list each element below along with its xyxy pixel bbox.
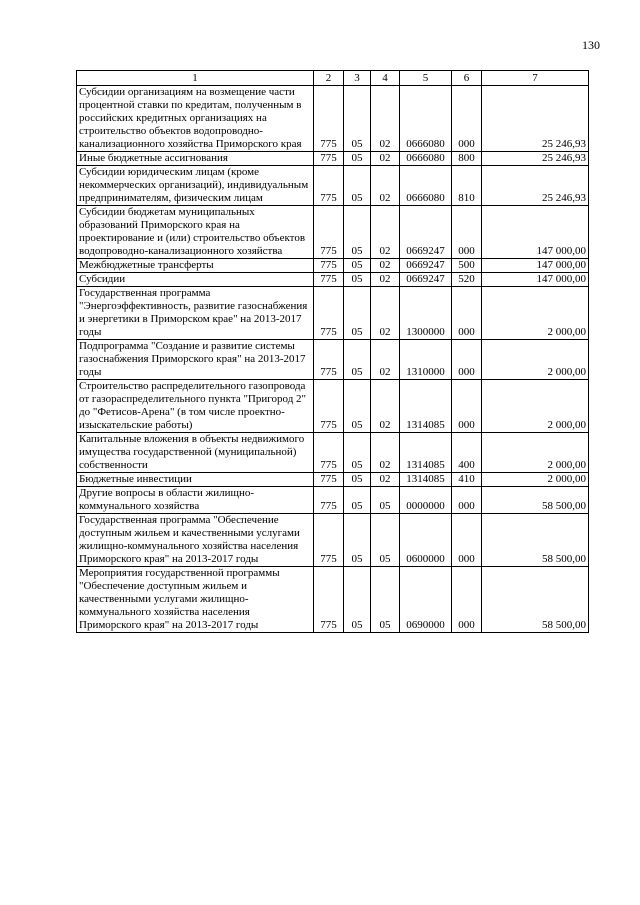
row-name: Капитальные вложения в объекты недвижимого имущества государственной (муниципальной) собственности xyxy=(77,433,314,473)
column-header: 4 xyxy=(371,71,400,86)
code-admin: 775 xyxy=(314,152,344,166)
table-row xyxy=(77,206,589,259)
code-subsection: 05 xyxy=(371,567,400,633)
table-row xyxy=(77,273,589,287)
column-header: 3 xyxy=(344,71,371,86)
column-header: 7 xyxy=(482,71,589,86)
code-expense-type: 000 xyxy=(452,206,482,259)
code-expense-type: 000 xyxy=(452,514,482,567)
row-amount: 25 246,93 xyxy=(482,166,589,206)
code-section: 05 xyxy=(344,473,371,487)
code-admin: 775 xyxy=(314,433,344,473)
code-expense-type: 810 xyxy=(452,166,482,206)
row-amount: 147 000,00 xyxy=(482,273,589,287)
code-target: 0690000 xyxy=(400,567,452,633)
code-target: 1300000 xyxy=(400,287,452,340)
code-subsection: 02 xyxy=(371,287,400,340)
row-amount: 2 000,00 xyxy=(482,473,589,487)
code-section: 05 xyxy=(344,340,371,380)
code-target: 0600000 xyxy=(400,514,452,567)
code-admin: 775 xyxy=(314,514,344,567)
table-row xyxy=(77,473,589,487)
table-row xyxy=(77,380,589,433)
row-name: Иные бюджетные ассигнования xyxy=(77,152,314,166)
code-expense-type: 000 xyxy=(452,380,482,433)
row-name: Межбюджетные трансферты xyxy=(77,259,314,273)
row-name: Бюджетные инвестиции xyxy=(77,473,314,487)
row-name: Строительство распределительного газопровода от газораспределительного пункта "Пригород 2" до "Фетисов-Арена" (в том числе проектно-изыскательские работы) xyxy=(77,380,314,433)
table-row xyxy=(77,152,589,166)
budget-table xyxy=(76,70,589,633)
header-row xyxy=(77,71,589,86)
code-subsection: 02 xyxy=(371,473,400,487)
code-admin: 775 xyxy=(314,380,344,433)
row-amount: 2 000,00 xyxy=(482,340,589,380)
code-section: 05 xyxy=(344,514,371,567)
code-subsection: 02 xyxy=(371,259,400,273)
row-name: Мероприятия государственной программы "Обеспечение доступным жильем и качественными услугами жилищно-коммунального хозяйства населения Приморского края" на 2013-2017 годы xyxy=(77,567,314,633)
code-subsection: 02 xyxy=(371,206,400,259)
code-expense-type: 500 xyxy=(452,259,482,273)
code-section: 05 xyxy=(344,152,371,166)
table-row xyxy=(77,166,589,206)
column-header: 5 xyxy=(400,71,452,86)
code-target: 1314085 xyxy=(400,380,452,433)
code-expense-type: 000 xyxy=(452,86,482,152)
code-section: 05 xyxy=(344,206,371,259)
code-admin: 775 xyxy=(314,487,344,514)
row-amount: 147 000,00 xyxy=(482,259,589,273)
table-row xyxy=(77,433,589,473)
code-subsection: 02 xyxy=(371,380,400,433)
code-section: 05 xyxy=(344,487,371,514)
code-subsection: 05 xyxy=(371,487,400,514)
table-row xyxy=(77,487,589,514)
code-subsection: 05 xyxy=(371,514,400,567)
code-expense-type: 800 xyxy=(452,152,482,166)
table-body xyxy=(77,86,589,633)
code-admin: 775 xyxy=(314,166,344,206)
table-row xyxy=(77,86,589,152)
row-amount: 25 246,93 xyxy=(482,86,589,152)
code-expense-type: 000 xyxy=(452,487,482,514)
code-target: 0666080 xyxy=(400,86,452,152)
code-expense-type: 520 xyxy=(452,273,482,287)
row-amount: 2 000,00 xyxy=(482,287,589,340)
code-admin: 775 xyxy=(314,340,344,380)
row-name: Государственная программа "Обеспечение доступным жильем и качественными услугами жилищно-коммунального хозяйства населения Приморского края" на 2013-2017 годы xyxy=(77,514,314,567)
code-admin: 775 xyxy=(314,206,344,259)
code-target: 0669247 xyxy=(400,259,452,273)
code-target: 0666080 xyxy=(400,166,452,206)
table-row xyxy=(77,340,589,380)
column-header: 1 xyxy=(77,71,314,86)
row-name: Государственная программа "Энергоэффективность, развитие газоснабжения и энергетики в Приморском крае" на 2013-2017 годы xyxy=(77,287,314,340)
code-target: 0669247 xyxy=(400,273,452,287)
code-target: 0666080 xyxy=(400,152,452,166)
code-target: 1314085 xyxy=(400,473,452,487)
code-subsection: 02 xyxy=(371,152,400,166)
column-header: 6 xyxy=(452,71,482,86)
code-target: 1310000 xyxy=(400,340,452,380)
row-name: Другие вопросы в области жилищно-коммунального хозяйства xyxy=(77,487,314,514)
code-target: 1314085 xyxy=(400,433,452,473)
code-section: 05 xyxy=(344,433,371,473)
row-amount: 147 000,00 xyxy=(482,206,589,259)
code-subsection: 02 xyxy=(371,86,400,152)
table-row xyxy=(77,259,589,273)
code-admin: 775 xyxy=(314,259,344,273)
code-expense-type: 000 xyxy=(452,340,482,380)
code-section: 05 xyxy=(344,567,371,633)
code-subsection: 02 xyxy=(371,340,400,380)
code-admin: 775 xyxy=(314,273,344,287)
code-subsection: 02 xyxy=(371,273,400,287)
code-target: 0669247 xyxy=(400,206,452,259)
row-amount: 2 000,00 xyxy=(482,380,589,433)
table-row xyxy=(77,567,589,633)
code-section: 05 xyxy=(344,259,371,273)
page-number: 130 xyxy=(582,38,600,52)
code-admin: 775 xyxy=(314,287,344,340)
row-amount: 58 500,00 xyxy=(482,487,589,514)
table-row xyxy=(77,287,589,340)
code-expense-type: 400 xyxy=(452,433,482,473)
code-admin: 775 xyxy=(314,473,344,487)
code-subsection: 02 xyxy=(371,166,400,206)
code-section: 05 xyxy=(344,166,371,206)
code-section: 05 xyxy=(344,86,371,152)
code-expense-type: 410 xyxy=(452,473,482,487)
row-amount: 58 500,00 xyxy=(482,567,589,633)
row-name: Субсидии бюджетам муниципальных образований Приморского края на проектирование и (или) строительство объектов водопроводно-канализационного хозяйства xyxy=(77,206,314,259)
column-header: 2 xyxy=(314,71,344,86)
table-row xyxy=(77,514,589,567)
row-name: Субсидии организациям на возмещение части процентной ставки по кредитам, полученным в российских кредитных организациях на строительство объектов водопроводно-канализационного хозяйства Приморского края xyxy=(77,86,314,152)
code-section: 05 xyxy=(344,380,371,433)
row-name: Субсидии xyxy=(77,273,314,287)
code-target: 0000000 xyxy=(400,487,452,514)
row-name: Субсидии юридическим лицам (кроме некоммерческих организаций), индивидуальным предпринимателям, физическим лицам xyxy=(77,166,314,206)
code-admin: 775 xyxy=(314,86,344,152)
code-expense-type: 000 xyxy=(452,287,482,340)
row-amount: 2 000,00 xyxy=(482,433,589,473)
code-subsection: 02 xyxy=(371,433,400,473)
row-name: Подпрограмма "Создание и развитие системы газоснабжения Приморского края" на 2013-2017 годы xyxy=(77,340,314,380)
code-section: 05 xyxy=(344,287,371,340)
code-expense-type: 000 xyxy=(452,567,482,633)
code-section: 05 xyxy=(344,273,371,287)
row-amount: 58 500,00 xyxy=(482,514,589,567)
code-admin: 775 xyxy=(314,567,344,633)
row-amount: 25 246,93 xyxy=(482,152,589,166)
